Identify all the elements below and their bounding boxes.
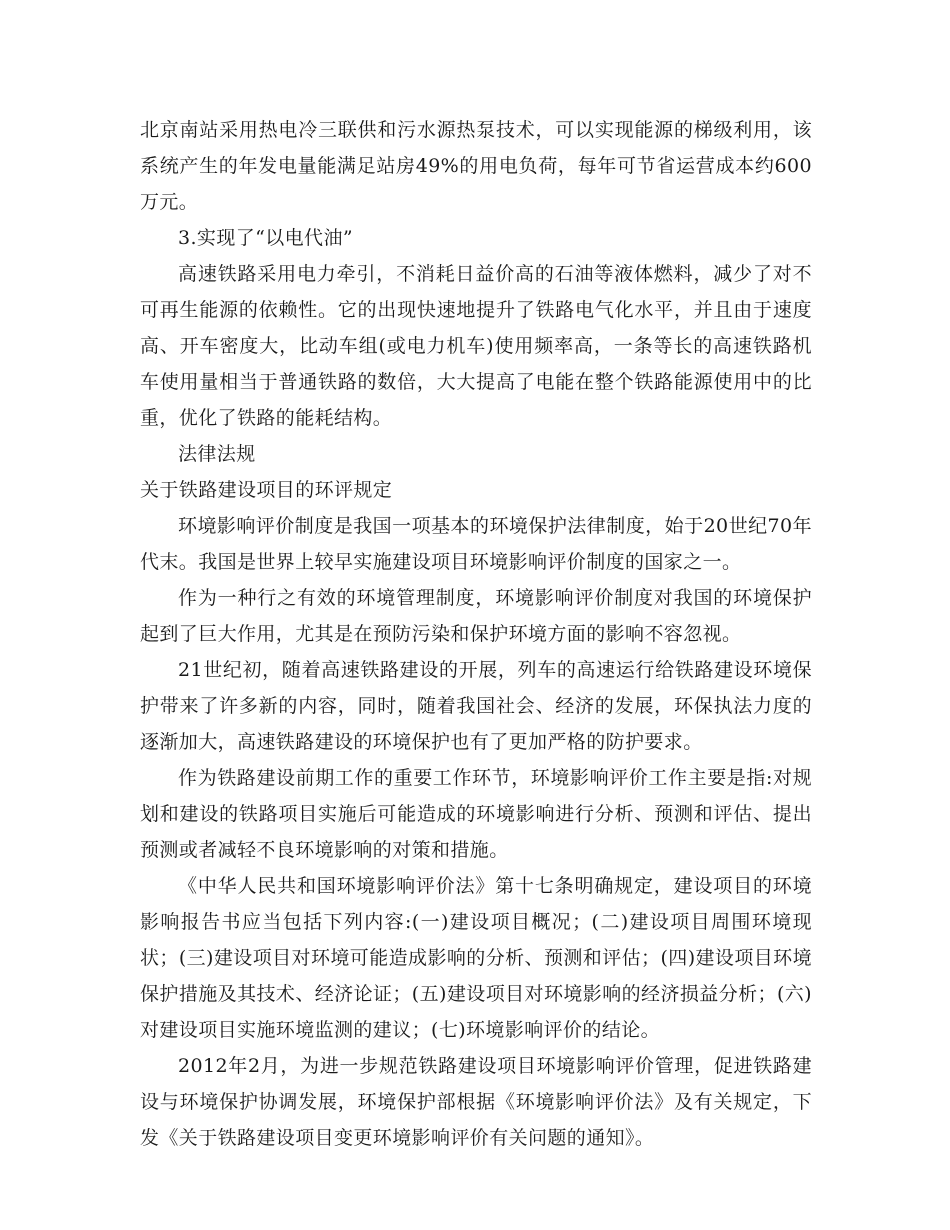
paragraph-continuation: 北京南站采用热电冷三联供和污水源热泵技术，可以实现能源的梯级利用，该系统产生的年发电量能满足站房49%的用电负荷，每年可节省运营成本约600万元。	[140, 119, 812, 213]
section-subheading-eia-rules: 关于铁路建设项目的环评规定	[140, 479, 393, 501]
paragraph-2012-notice: 2012年2月，为进一步规范铁路建设项目环境影响评价管理，促进铁路建设与环境保护协调发展，环境保护部根据《环境影响评价法》及有关规定，下发《关于铁路建设项目变更环境影响评价有关问题的通知》。	[140, 1055, 812, 1149]
paragraph-21st-century: 21世纪初，随着高速铁路建设的开展，列车的高速运行给铁路建设环境保护带来了许多新的内容，同时，随着我国社会、经济的发展，环保执法力度的逐渐加大，高速铁路建设的环境保护也有了更加严格的防护要求。	[140, 659, 812, 753]
paragraph-eia-work: 作为铁路建设前期工作的重要工作环节，环境影响评价工作主要是指:对规划和建设的铁路项目实施后可能造成的环境影响进行分析、预测和评估、提出预测或者减轻不良环境影响的对策和措施。	[140, 767, 812, 861]
document-body	[140, 112, 812, 1156]
paragraph-eia-law-article: 《中华人民共和国环境影响评价法》第十七条明确规定，建设项目的环境影响报告书应当包括下列内容:(一)建设项目概况；(二)建设项目周围环境现状；(三)建设项目对环境可能造成影响的分析、预测和评估；(四)建设项目环境保护措施及其技术、经济论证；(五)建设项目对环境影响的经济损益分析；(六)对建设项目实施环境监测的建议；(七)环境影响评价的结论。	[140, 875, 812, 1041]
section-heading-laws: 法律法规	[178, 443, 256, 465]
paragraph-electric-traction: 高速铁路采用电力牵引，不消耗日益价高的石油等液体燃料，减少了对不可再生能源的依赖性。它的出现快速地提升了铁路电气化水平，并且由于速度高、开车密度大，比动车组(或电力机车)使用频率高，一条等长的高速铁路机车使用量相当于普通铁路的数倍，大大提高了电能在整个铁路能源使用中的比重，优化了铁路的能耗结构。	[140, 263, 812, 429]
paragraph-eia-effect: 作为一种行之有效的环境管理制度，环境影响评价制度对我国的环境保护起到了巨大作用，尤其是在预防污染和保护环境方面的影响不容忽视。	[140, 587, 812, 645]
paragraph-eia-system: 环境影响评价制度是我国一项基本的环境保护法律制度，始于20世纪70年代末。我国是世界上较早实施建设项目环境影响评价制度的国家之一。	[140, 515, 812, 573]
section-heading-electric-for-oil: 3.实现了“以电代油”	[178, 227, 353, 249]
